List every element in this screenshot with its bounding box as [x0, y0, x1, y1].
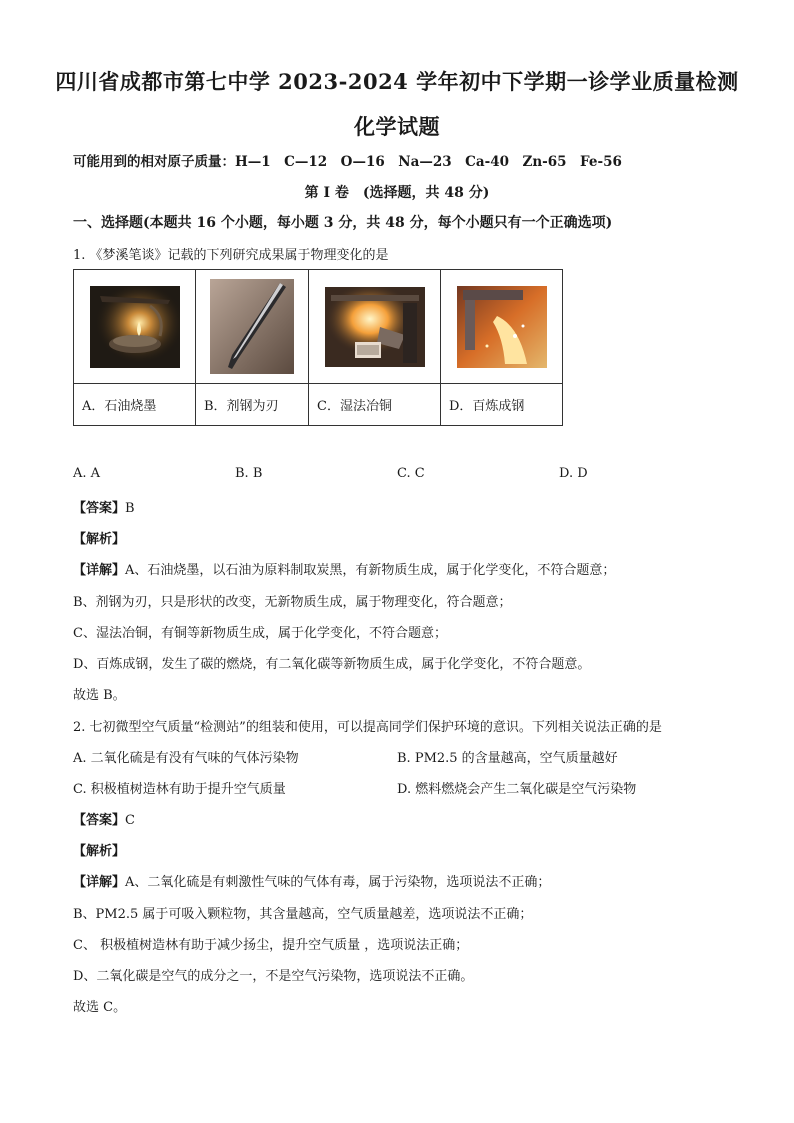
q2-choice-c: C. 积极植树造林有助于提升空气质量: [73, 782, 286, 797]
option-c-image-cell: [309, 270, 441, 384]
detail-tag: 【详解】: [73, 875, 126, 890]
q1-detail-d: D、百炼成钢，发生了碳的燃烧，有二氧化碳等新物质生成，属于化学变化，不符合题意。: [73, 657, 591, 672]
option-c-label: C．湿法冶铜: [309, 384, 441, 426]
copper-smelting-image: [325, 287, 425, 367]
q2-choice-a: A. 二氧化硫是有没有气味的气体污染物: [73, 751, 299, 766]
option-b-label: B．剂钢为刃: [196, 384, 309, 426]
question-1-option-table: [73, 269, 563, 426]
q1-choice-a: A. A: [73, 466, 101, 481]
subject-title: 化学试题: [354, 114, 440, 139]
part-title: 第 I 卷 (选择题，共 48 分): [304, 185, 490, 201]
q2-choice-d: D. 燃料燃烧会产生二氧化碳是空气污染物: [397, 782, 637, 797]
q2-detail-line-1: [73, 871, 550, 890]
option-d-image-cell: [441, 270, 563, 384]
q2-detail-b: B、PM2.5 属于可吸入颗粒物，其含量越高，空气质量越差，选项说法不正确；: [73, 907, 533, 922]
question-1-stem: 1. 《梦溪笔谈》记载的下列研究成果属于物理变化的是: [73, 248, 389, 263]
q1-detail-b: B、剂钢为刃，只是形状的改变，无新物质生成，属于物理变化，符合题意；: [73, 595, 512, 610]
q1-detail-line-1: [73, 559, 615, 578]
answer-tag: 【答案】: [73, 813, 126, 828]
section-title: 一、选择题(本题共 16 个小题，每小题 3 分，共 48 分，每个小题只有一个正确选项): [73, 215, 613, 231]
oil-lamp-soot-image: [90, 286, 180, 368]
option-d-label: D．百炼成钢: [441, 384, 563, 426]
q1-choice-c: C. C: [397, 466, 425, 481]
option-a-label: A．石油烧墨: [74, 384, 196, 426]
option-a-image-cell: [74, 270, 196, 384]
steel-blade-image: [210, 279, 294, 374]
q2-conclusion: 故选 C。: [73, 1000, 127, 1015]
q1-answer: B: [125, 501, 135, 516]
exam-title: 四川省成都市第七中学 2023-2024 学年初中下学期一诊学业质量检测: [55, 69, 739, 94]
q1-choice-d: D. D: [559, 466, 588, 481]
answer-tag: 【答案】: [73, 501, 126, 516]
q2-detail-a: A、二氧化硫是有刺激性气味的气体有毒，属于污染物，选项说法不正确；: [125, 875, 551, 890]
q1-choice-b: B. B: [235, 466, 263, 481]
q1-detail-c: C、湿法冶铜，有铜等新物质生成，属于化学变化，不符合题意；: [73, 626, 447, 641]
q2-detail-d: D、二氧化碳是空气的成分之一，不是空气污染物，选项说法不正确。: [73, 969, 474, 984]
atomic-masses: 可能用到的相对原子质量：H—1 C—12 O—16 Na—23 Ca-40 Zn-65 Fe-56: [73, 154, 622, 170]
option-b-image-cell: [196, 270, 309, 384]
q2-detail-c: C、 积极植树造林有助于减少扬尘，提升空气质量 ，选项说法正确；: [73, 938, 469, 953]
q2-answer: C: [125, 813, 135, 828]
molten-steel-pouring-image: [457, 286, 547, 368]
q2-analysis-tag: 【解析】: [73, 844, 126, 859]
q1-conclusion: 故选 B。: [73, 688, 126, 703]
q1-detail-a: A、石油烧墨，以石油为原料制取炭黑，有新物质生成，属于化学变化，不符合题意；: [125, 563, 616, 578]
q2-choice-b: B. PM2.5 的含量越高，空气质量越好: [397, 751, 618, 766]
question-2-stem: 2. 七初微型空气质量“检测站”的组装和使用，可以提高同学们保护环境的意识。下列相关说法正确的是: [73, 720, 662, 735]
detail-tag: 【详解】: [73, 563, 126, 578]
q1-answer-line: [73, 497, 135, 516]
q2-answer-line: [73, 809, 135, 828]
q1-analysis-tag: 【解析】: [73, 532, 126, 547]
